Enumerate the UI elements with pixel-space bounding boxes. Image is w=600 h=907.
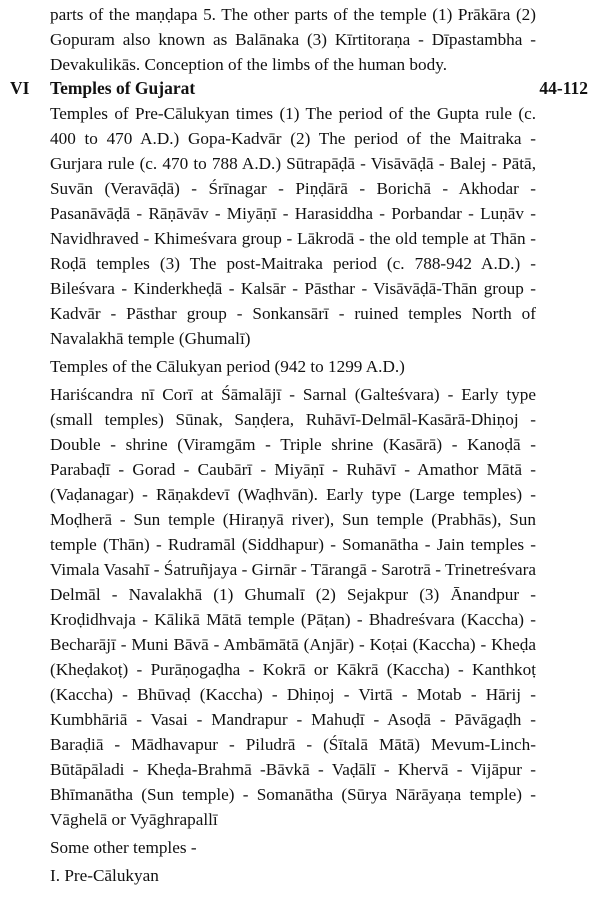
intro-line: parts of the maṇḍapa 5. The other parts of the temple (1) Prākāra (2) — [50, 5, 536, 24]
paragraph-line: Būtāpāladi - Kheḍa-Brahmā -Bāvkā - Vaḍālī - Khervā - Vijāpur - — [50, 760, 536, 779]
paragraph-line: Navidhraved - Khimeśvara group - Lākrodā - the old temple at Thān - — [50, 229, 536, 248]
paragraph-line: Hariścandra nī Corī at Śāmalājī - Sarnal (Galteśvara) - Early type — [50, 385, 536, 404]
subheading-line: I. Pre-Cālukyan — [50, 866, 159, 885]
paragraph-line: (Kaccha) - Bhūvaḍ (Kaccha) - Dhiṇoj - Virtā - Motab - Hārij - — [50, 685, 536, 704]
section-number: VI — [10, 78, 30, 98]
paragraph-line: Kumbhāriā - Vasai - Mandrapur - Mahuḍī - Asoḍā - Pāvāgaḍh - — [50, 710, 536, 729]
paragraph-line: (Vaḍanagar) - Rāṇakdevī (Waḍhvān). Early type (Large temples) - — [50, 485, 536, 504]
paragraph-line: 400 to 470 A.D.) Gopa-Kadvār (2) The period of the Maitraka - — [50, 129, 536, 148]
paragraph-line: Kroḍidhvaja - Kālikā Mātā temple (Pāṭan) - Bhadreśvara (Kaccha) - — [50, 610, 536, 629]
intro-line: Devakulikās. Conception of the limbs of the human body. — [50, 55, 447, 74]
paragraph-line: (small temples) Sūnak, Saṇḍera, Ruhāvī-Delmāl-Kasārā-Dhiṇoj - — [50, 410, 536, 429]
paragraph-line: Gurjara rule (c. 470 to 788 A.D.) Sūtrapāḍā - Visāvāḍā - Balej - Pātā, — [50, 154, 536, 173]
paragraph-line: Moḍherā - Sun temple (Hiraṇyā river), Sun temple (Prabhās), Sun — [50, 510, 536, 529]
paragraph-line: Navalakhā temple (Ghumalī) — [50, 329, 251, 348]
paragraph-line: Baraḍiā - Mādhavapur - Piludrā - (Śītalā Mātā) Mevum-Linch- — [50, 735, 536, 754]
subheading-line: Temples of the Cālukyan period (942 to 1299 A.D.) — [50, 357, 405, 376]
paragraph-line: temple (Thān) - Rudramāl (Siddhapur) - Somanātha - Jain temples - — [50, 535, 536, 554]
intro-line: Gopuram also known as Balānaka (3) Kīrtitoraṇa - Dīpastambha - — [50, 30, 536, 49]
section-title: Temples of Gujarat — [50, 78, 196, 98]
paragraph-line: Vimala Vasahī - Śatruñjaya - Girnār - Tārangā - Sarotrā - Trinetreśvara — [50, 560, 536, 579]
paragraph-line: Vāghelā or Vyāghrapallī — [50, 810, 218, 829]
paragraph-line: Temples of Pre-Cālukyan times (1) The period of the Gupta rule (c. — [50, 104, 536, 123]
section-page-range: 44-112 — [539, 78, 588, 98]
paragraph-line: (Kheḍakoṭ) - Purāṇogaḍha - Kokrā or Kākrā (Kaccha) - Kanthkoṭ — [50, 660, 536, 679]
paragraph-line: Bileśvara - Kinderkheḍā - Kalsār - Pāsthar - Visāvāḍā-Thān group - — [50, 279, 536, 298]
paragraph-line: Suvān (Veravāḍā) - Śrīnagar - Piṇḍārā - Borichā - Akhodar - — [50, 179, 536, 198]
paragraph-line: Delmāl - Navalakhā (1) Ghumalī (2) Sejakpur (3) Ānandpur - — [50, 585, 536, 604]
paragraph-line: Pasanāvāḍā - Rāṇāvāv - Miyāṇī - Harasiddha - Porbandar - Luṇāv - — [50, 204, 536, 223]
paragraph-line: Roḍā temples (3) The post-Maitraka period (c. 788-942 A.D.) - — [50, 254, 536, 273]
paragraph-line: Becharājī - Muni Bāvā - Ambāmātā (Anjār) - Koṭai (Kaccha) - Kheḍa — [50, 635, 536, 654]
paragraph-line: Bhīmanātha (Sun temple) - Somanātha (Sūrya Nārāyaṇa temple) - — [50, 785, 536, 804]
paragraph-line: Kadvār - Pāsthar group - Sonkansārī - ruined temples North of — [50, 304, 536, 323]
subheading-line: Some other temples - — [50, 838, 197, 857]
paragraph-line: Parabaḍī - Gorad - Caubārī - Miyāṇī - Ruhāvī - Amathor Mātā - — [50, 460, 536, 479]
paragraph-line: Double - shrine (Viramgām - Triple shrine (Kasārā) - Kanoḍā - — [50, 435, 536, 454]
